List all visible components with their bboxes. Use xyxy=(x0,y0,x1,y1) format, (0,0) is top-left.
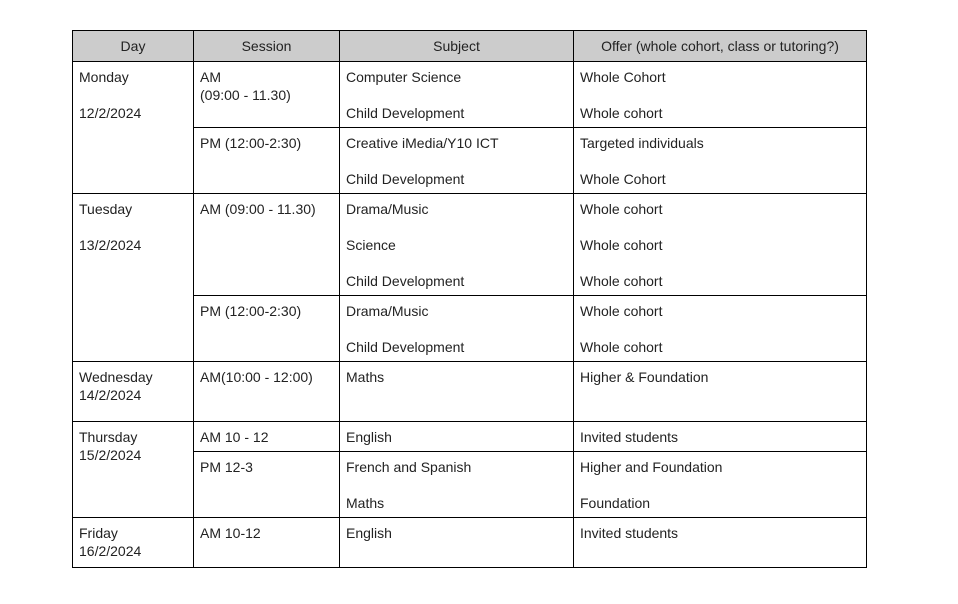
offer-cell xyxy=(574,296,867,362)
table-row xyxy=(73,362,867,422)
session-label: AM xyxy=(200,69,221,85)
subject-item: Drama/Music xyxy=(346,201,429,217)
table-row xyxy=(73,62,867,128)
table-row xyxy=(73,518,867,568)
header-row xyxy=(73,31,867,62)
day-cell-monday xyxy=(73,62,194,194)
offer-cell xyxy=(574,62,867,128)
subject-item: Child Development xyxy=(346,105,465,121)
offer-item: Whole cohort xyxy=(580,303,663,319)
header-day: Day xyxy=(73,31,194,62)
day-name: Monday xyxy=(79,69,129,85)
session-label: AM 10 - 12 xyxy=(200,429,269,445)
offer-cell xyxy=(574,518,867,568)
header-offer: Offer (whole cohort, class or tutoring?) xyxy=(574,31,867,62)
session-cell xyxy=(194,296,340,362)
offer-item: Whole Cohort xyxy=(580,171,666,187)
day-cell-thursday xyxy=(73,422,194,518)
day-name: Tuesday xyxy=(79,201,133,217)
table-row xyxy=(73,194,867,296)
day-cell-tuesday xyxy=(73,194,194,362)
offer-item: Higher & Foundation xyxy=(580,369,709,385)
session-label: PM (12:00-2:30) xyxy=(200,303,302,319)
session-label: AM 10-12 xyxy=(200,525,261,541)
day-cell-wednesday xyxy=(73,362,194,422)
offer-item: Whole cohort xyxy=(580,237,663,253)
session-label: AM (09:00 - 11.30) xyxy=(200,201,316,217)
day-date: 13/2/2024 xyxy=(79,237,142,253)
offer-cell xyxy=(574,452,867,518)
offer-item: Whole cohort xyxy=(580,273,663,289)
subject-cell xyxy=(340,452,574,518)
session-cell xyxy=(194,422,340,452)
subject-item: Maths xyxy=(346,495,385,511)
subject-cell xyxy=(340,128,574,194)
subject-item: Creative iMedia/Y10 ICT xyxy=(346,135,499,151)
offer-item: Whole cohort xyxy=(580,201,663,217)
subject-item: English xyxy=(346,429,392,445)
subject-item: Drama/Music xyxy=(346,303,429,319)
offer-cell xyxy=(574,362,867,422)
session-cell xyxy=(194,62,340,128)
day-name: Wednesday xyxy=(79,369,153,385)
day-date: 15/2/2024 xyxy=(79,447,142,463)
subject-item: Maths xyxy=(346,369,385,385)
session-cell xyxy=(194,362,340,422)
table-row xyxy=(73,422,867,452)
offer-item: Higher and Foundation xyxy=(580,459,723,475)
offer-item: Whole Cohort xyxy=(580,69,666,85)
subject-cell xyxy=(340,62,574,128)
session-cell xyxy=(194,452,340,518)
subject-item: Science xyxy=(346,237,396,253)
subject-item: Child Development xyxy=(346,273,465,289)
subject-item: Computer Science xyxy=(346,69,462,85)
day-cell-friday xyxy=(73,518,194,568)
session-label: PM 12-3 xyxy=(200,459,253,475)
offer-item: Whole cohort xyxy=(580,339,663,355)
offer-cell xyxy=(574,128,867,194)
subject-item: Child Development xyxy=(346,339,465,355)
subject-item: English xyxy=(346,525,392,541)
schedule-table xyxy=(72,30,867,568)
subject-cell xyxy=(340,194,574,296)
day-date: 16/2/2024 xyxy=(79,543,142,559)
day-name: Friday xyxy=(79,525,118,541)
session-cell xyxy=(194,128,340,194)
day-date: 12/2/2024 xyxy=(79,105,142,121)
offer-item: Invited students xyxy=(580,429,679,445)
session-label: AM(10:00 - 12:00) xyxy=(200,369,313,385)
subject-cell xyxy=(340,518,574,568)
offer-cell xyxy=(574,194,867,296)
session-label: PM (12:00-2:30) xyxy=(200,135,302,151)
offer-item: Targeted individuals xyxy=(580,135,704,151)
subject-cell xyxy=(340,422,574,452)
header-subject: Subject xyxy=(340,31,574,62)
subject-cell xyxy=(340,296,574,362)
subject-item: Child Development xyxy=(346,171,465,187)
header-session: Session xyxy=(194,31,340,62)
day-name: Thursday xyxy=(79,429,138,445)
offer-item: Whole cohort xyxy=(580,105,663,121)
session-cell xyxy=(194,194,340,296)
session-time: (09:00 - 11.30) xyxy=(200,87,291,103)
offer-item: Foundation xyxy=(580,495,651,511)
offer-item: Invited students xyxy=(580,525,679,541)
day-date: 14/2/2024 xyxy=(79,387,142,403)
subject-cell xyxy=(340,362,574,422)
offer-cell xyxy=(574,422,867,452)
subject-item: French and Spanish xyxy=(346,459,472,475)
session-cell xyxy=(194,518,340,568)
